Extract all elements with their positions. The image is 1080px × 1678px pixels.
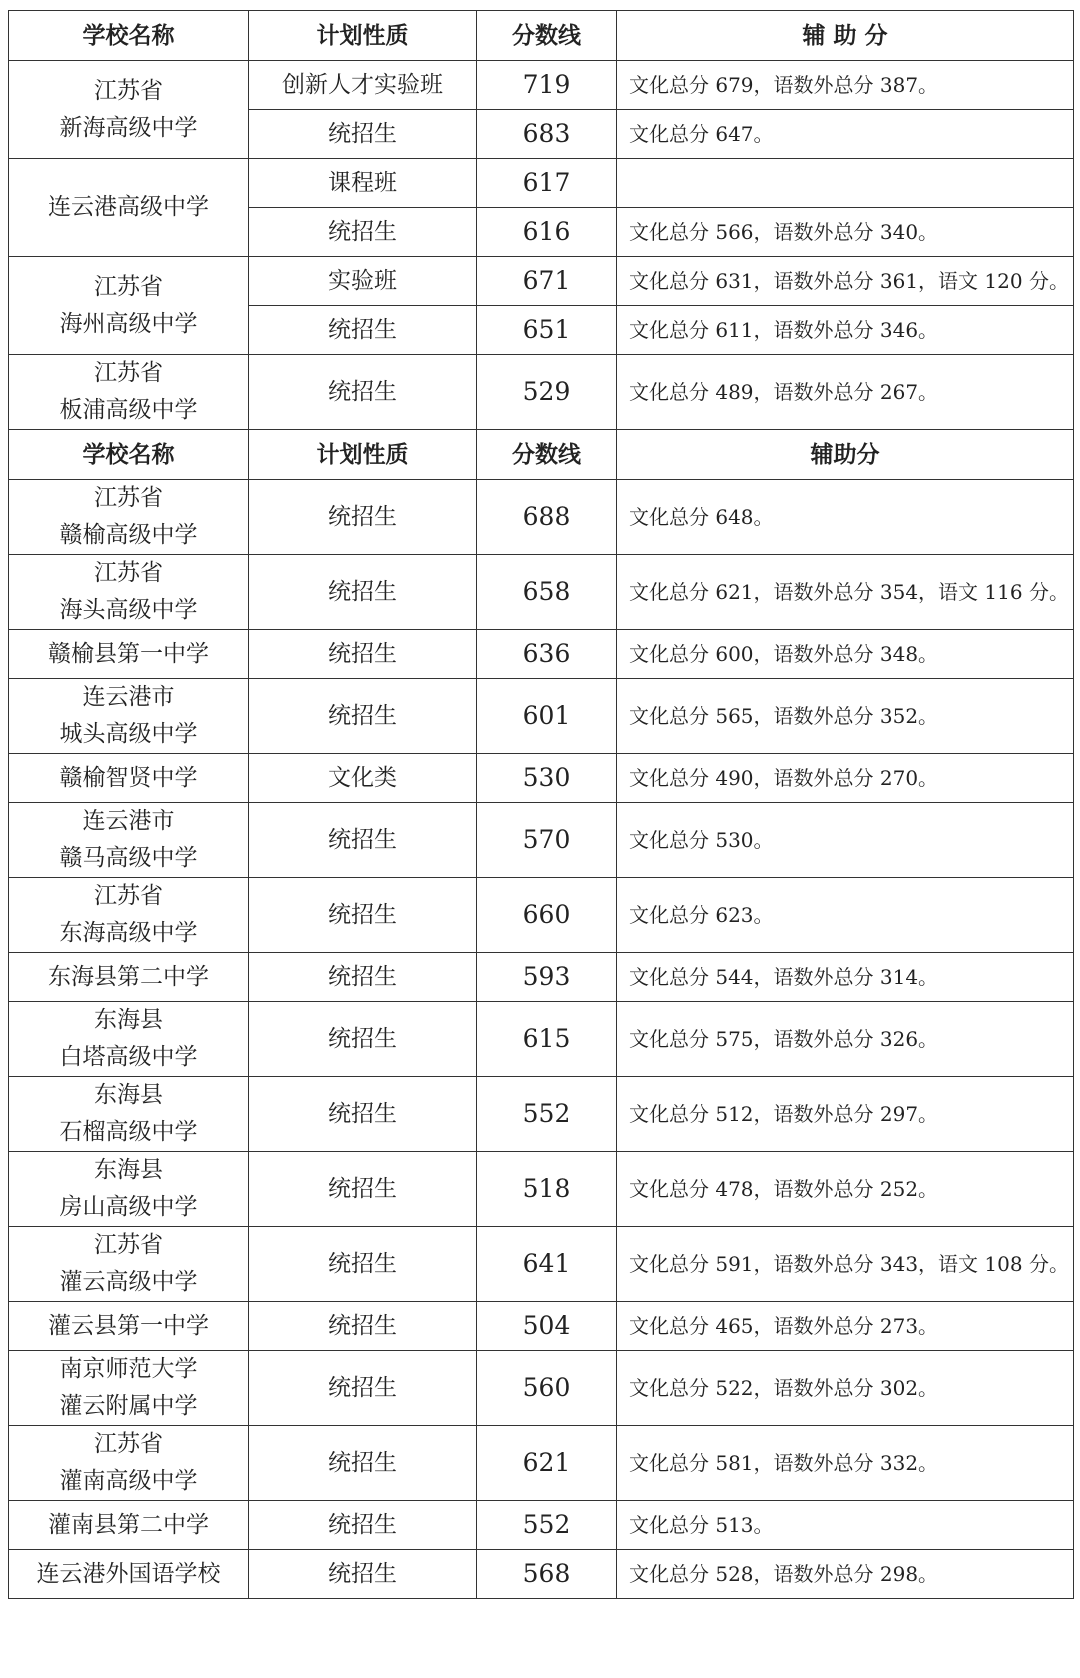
score-line-cell: 651 <box>477 306 617 355</box>
school-name-line: 南京师范大学 <box>59 1356 198 1382</box>
score-line-cell: 719 <box>477 61 617 110</box>
plan-type-cell: 统招生 <box>249 1227 477 1302</box>
plan-type-cell: 统招生 <box>249 1550 477 1599</box>
table-row <box>9 61 1074 110</box>
school-name-line: 连云港外国语学校 <box>36 1560 221 1587</box>
school-name-cell <box>9 1002 249 1077</box>
table-row <box>9 555 1074 630</box>
aux-score-cell: 文化总分 490，语数外总分 270。 <box>617 754 1074 803</box>
school-name-line: 海头高级中学 <box>59 597 198 623</box>
school-name-cell <box>9 754 249 803</box>
plan-type-cell: 统招生 <box>249 555 477 630</box>
plan-type-cell: 统招生 <box>249 953 477 1002</box>
header-aux-score: 辅 助 分 <box>617 11 1074 61</box>
school-name-line: 东海高级中学 <box>59 920 198 946</box>
aux-score-cell: 文化总分 522，语数外总分 302。 <box>617 1351 1074 1426</box>
score-line-cell: 560 <box>477 1351 617 1426</box>
aux-score-cell: 文化总分 623。 <box>617 878 1074 953</box>
score-line-cell: 570 <box>477 803 617 878</box>
score-line-cell: 617 <box>477 159 617 208</box>
school-name-line: 灌云高级中学 <box>59 1269 198 1295</box>
school-name-line: 新海高级中学 <box>59 114 198 141</box>
school-name-line: 江苏省 <box>94 1431 163 1457</box>
table-row <box>9 878 1074 953</box>
aux-score-cell: 文化总分 478，语数外总分 252。 <box>617 1152 1074 1227</box>
plan-type-cell: 统招生 <box>249 1077 477 1152</box>
aux-score-cell: 文化总分 465，语数外总分 273。 <box>617 1302 1074 1351</box>
school-name-line: 江苏省 <box>94 273 163 300</box>
school-name-line: 白塔高级中学 <box>59 1044 198 1070</box>
score-line-cell: 529 <box>477 355 617 430</box>
score-line-cell: 504 <box>477 1302 617 1351</box>
school-name-line: 赣榆县第一中学 <box>48 640 209 667</box>
school-name-line: 连云港市 <box>82 808 175 834</box>
school-name-cell <box>9 679 249 754</box>
school-name-line: 江苏省 <box>94 560 163 586</box>
aux-score-cell: 文化总分 513。 <box>617 1501 1074 1550</box>
header-plan-type: 计划性质 <box>249 11 477 61</box>
score-line-cell: 593 <box>477 953 617 1002</box>
aux-score-cell: 文化总分 600，语数外总分 348。 <box>617 630 1074 679</box>
aux-score-cell: 文化总分 544，语数外总分 314。 <box>617 953 1074 1002</box>
school-name-line: 江苏省 <box>94 77 163 104</box>
table-row <box>9 803 1074 878</box>
table-row <box>9 1002 1074 1077</box>
admission-score-sheet <box>8 10 1074 1599</box>
aux-score-cell: 文化总分 528，语数外总分 298。 <box>617 1550 1074 1599</box>
table-row <box>9 159 1074 208</box>
table-row <box>9 953 1074 1002</box>
school-name-cell <box>9 1426 249 1501</box>
school-name-line: 东海县第二中学 <box>48 963 209 990</box>
school-name-cell <box>9 355 249 430</box>
score-line-cell: 660 <box>477 878 617 953</box>
school-name-line: 江苏省 <box>94 360 163 386</box>
header-row <box>9 11 1074 61</box>
score-line-cell: 641 <box>477 1227 617 1302</box>
aux-score-cell: 文化总分 530。 <box>617 803 1074 878</box>
aux-score-cell: 文化总分 512，语数外总分 297。 <box>617 1077 1074 1152</box>
table-row <box>9 754 1074 803</box>
header-school-name: 学校名称 <box>9 430 249 480</box>
school-name-line: 灌云县第一中学 <box>48 1312 209 1339</box>
school-name-line: 板浦高级中学 <box>59 397 198 423</box>
plan-type-cell: 创新人才实验班 <box>249 61 477 110</box>
aux-score-cell <box>617 159 1074 208</box>
plan-type-cell: 统招生 <box>249 208 477 257</box>
score-line-cell: 552 <box>477 1501 617 1550</box>
plan-type-cell: 统招生 <box>249 630 477 679</box>
header-school-name: 学校名称 <box>9 11 249 61</box>
school-name-line: 赣榆智贤中学 <box>59 764 198 791</box>
table-row <box>9 1077 1074 1152</box>
school-name-line: 江苏省 <box>94 883 163 909</box>
table-row <box>9 679 1074 754</box>
school-name-line: 连云港高级中学 <box>48 194 209 220</box>
school-name-cell <box>9 1227 249 1302</box>
aux-score-cell: 文化总分 489，语数外总分 267。 <box>617 355 1074 430</box>
table-row <box>9 1501 1074 1550</box>
score-line-cell: 658 <box>477 555 617 630</box>
score-line-cell: 616 <box>477 208 617 257</box>
aux-score-cell: 文化总分 647。 <box>617 110 1074 159</box>
score-line-cell: 671 <box>477 257 617 306</box>
school-name-line: 连云港市 <box>82 684 175 710</box>
school-name-line: 东海县 <box>94 1157 163 1183</box>
school-name-line: 城头高级中学 <box>59 721 198 747</box>
school-name-cell <box>9 1501 249 1550</box>
school-name-line: 赣马高级中学 <box>59 845 198 871</box>
school-name-cell <box>9 555 249 630</box>
score-table-body <box>9 11 1074 1599</box>
table-row <box>9 257 1074 306</box>
school-name-line: 江苏省 <box>94 1232 163 1258</box>
school-name-line: 房山高级中学 <box>59 1194 198 1220</box>
school-name-cell <box>9 1550 249 1599</box>
plan-type-cell: 实验班 <box>249 257 477 306</box>
score-table <box>8 10 1074 1599</box>
score-line-cell: 518 <box>477 1152 617 1227</box>
score-line-cell: 530 <box>477 754 617 803</box>
plan-type-cell: 统招生 <box>249 1501 477 1550</box>
aux-score-cell: 文化总分 621，语数外总分 354，语文 116 分。 <box>617 555 1074 630</box>
aux-score-cell: 文化总分 679，语数外总分 387。 <box>617 61 1074 110</box>
plan-type-cell: 统招生 <box>249 878 477 953</box>
aux-score-cell: 文化总分 591，语数外总分 343，语文 108 分。 <box>617 1227 1074 1302</box>
plan-type-cell: 统招生 <box>249 110 477 159</box>
school-name-line: 东海县 <box>94 1082 163 1108</box>
school-name-cell <box>9 878 249 953</box>
score-line-cell: 683 <box>477 110 617 159</box>
plan-type-cell: 课程班 <box>249 159 477 208</box>
plan-type-cell: 统招生 <box>249 480 477 555</box>
school-name-cell <box>9 61 249 159</box>
school-name-cell <box>9 953 249 1002</box>
table-row <box>9 630 1074 679</box>
school-name-cell <box>9 630 249 679</box>
plan-type-cell: 统招生 <box>249 1302 477 1351</box>
aux-score-cell: 文化总分 575，语数外总分 326。 <box>617 1002 1074 1077</box>
school-name-line: 海州高级中学 <box>59 310 198 337</box>
school-name-cell <box>9 1302 249 1351</box>
school-name-cell <box>9 257 249 355</box>
header-plan-type: 计划性质 <box>249 430 477 480</box>
aux-score-cell: 文化总分 566，语数外总分 340。 <box>617 208 1074 257</box>
table-row <box>9 1227 1074 1302</box>
school-name-line: 灌云附属中学 <box>59 1393 198 1419</box>
aux-score-cell: 文化总分 581，语数外总分 332。 <box>617 1426 1074 1501</box>
aux-score-cell: 文化总分 631，语数外总分 361，语文 120 分。 <box>617 257 1074 306</box>
header-row <box>9 430 1074 480</box>
school-name-cell <box>9 480 249 555</box>
plan-type-cell: 统招生 <box>249 1351 477 1426</box>
plan-type-cell: 统招生 <box>249 679 477 754</box>
school-name-line: 江苏省 <box>94 485 163 511</box>
score-line-cell: 621 <box>477 1426 617 1501</box>
score-line-cell: 601 <box>477 679 617 754</box>
plan-type-cell: 文化类 <box>249 754 477 803</box>
score-line-cell: 552 <box>477 1077 617 1152</box>
school-name-line: 赣榆高级中学 <box>59 522 198 548</box>
score-line-cell: 688 <box>477 480 617 555</box>
table-row <box>9 480 1074 555</box>
plan-type-cell: 统招生 <box>249 355 477 430</box>
score-line-cell: 615 <box>477 1002 617 1077</box>
score-line-cell: 636 <box>477 630 617 679</box>
table-row <box>9 1426 1074 1501</box>
school-name-cell <box>9 1152 249 1227</box>
table-row <box>9 1152 1074 1227</box>
plan-type-cell: 统招生 <box>249 803 477 878</box>
plan-type-cell: 统招生 <box>249 1152 477 1227</box>
header-score-line: 分数线 <box>477 11 617 61</box>
aux-score-cell: 文化总分 611，语数外总分 346。 <box>617 306 1074 355</box>
school-name-cell <box>9 1077 249 1152</box>
school-name-cell <box>9 1351 249 1426</box>
table-row <box>9 1550 1074 1599</box>
header-score-line: 分数线 <box>477 430 617 480</box>
school-name-line: 石榴高级中学 <box>59 1119 198 1145</box>
school-name-cell <box>9 159 249 257</box>
table-row <box>9 355 1074 430</box>
school-name-cell <box>9 803 249 878</box>
table-row <box>9 1302 1074 1351</box>
table-row <box>9 1351 1074 1426</box>
score-line-cell: 568 <box>477 1550 617 1599</box>
school-name-line: 灌南县第二中学 <box>48 1511 209 1538</box>
aux-score-cell: 文化总分 565，语数外总分 352。 <box>617 679 1074 754</box>
school-name-line: 灌南高级中学 <box>59 1468 198 1494</box>
school-name-line: 东海县 <box>94 1007 163 1033</box>
plan-type-cell: 统招生 <box>249 1002 477 1077</box>
aux-score-cell: 文化总分 648。 <box>617 480 1074 555</box>
header-aux-score: 辅助分 <box>617 430 1074 480</box>
plan-type-cell: 统招生 <box>249 1426 477 1501</box>
plan-type-cell: 统招生 <box>249 306 477 355</box>
